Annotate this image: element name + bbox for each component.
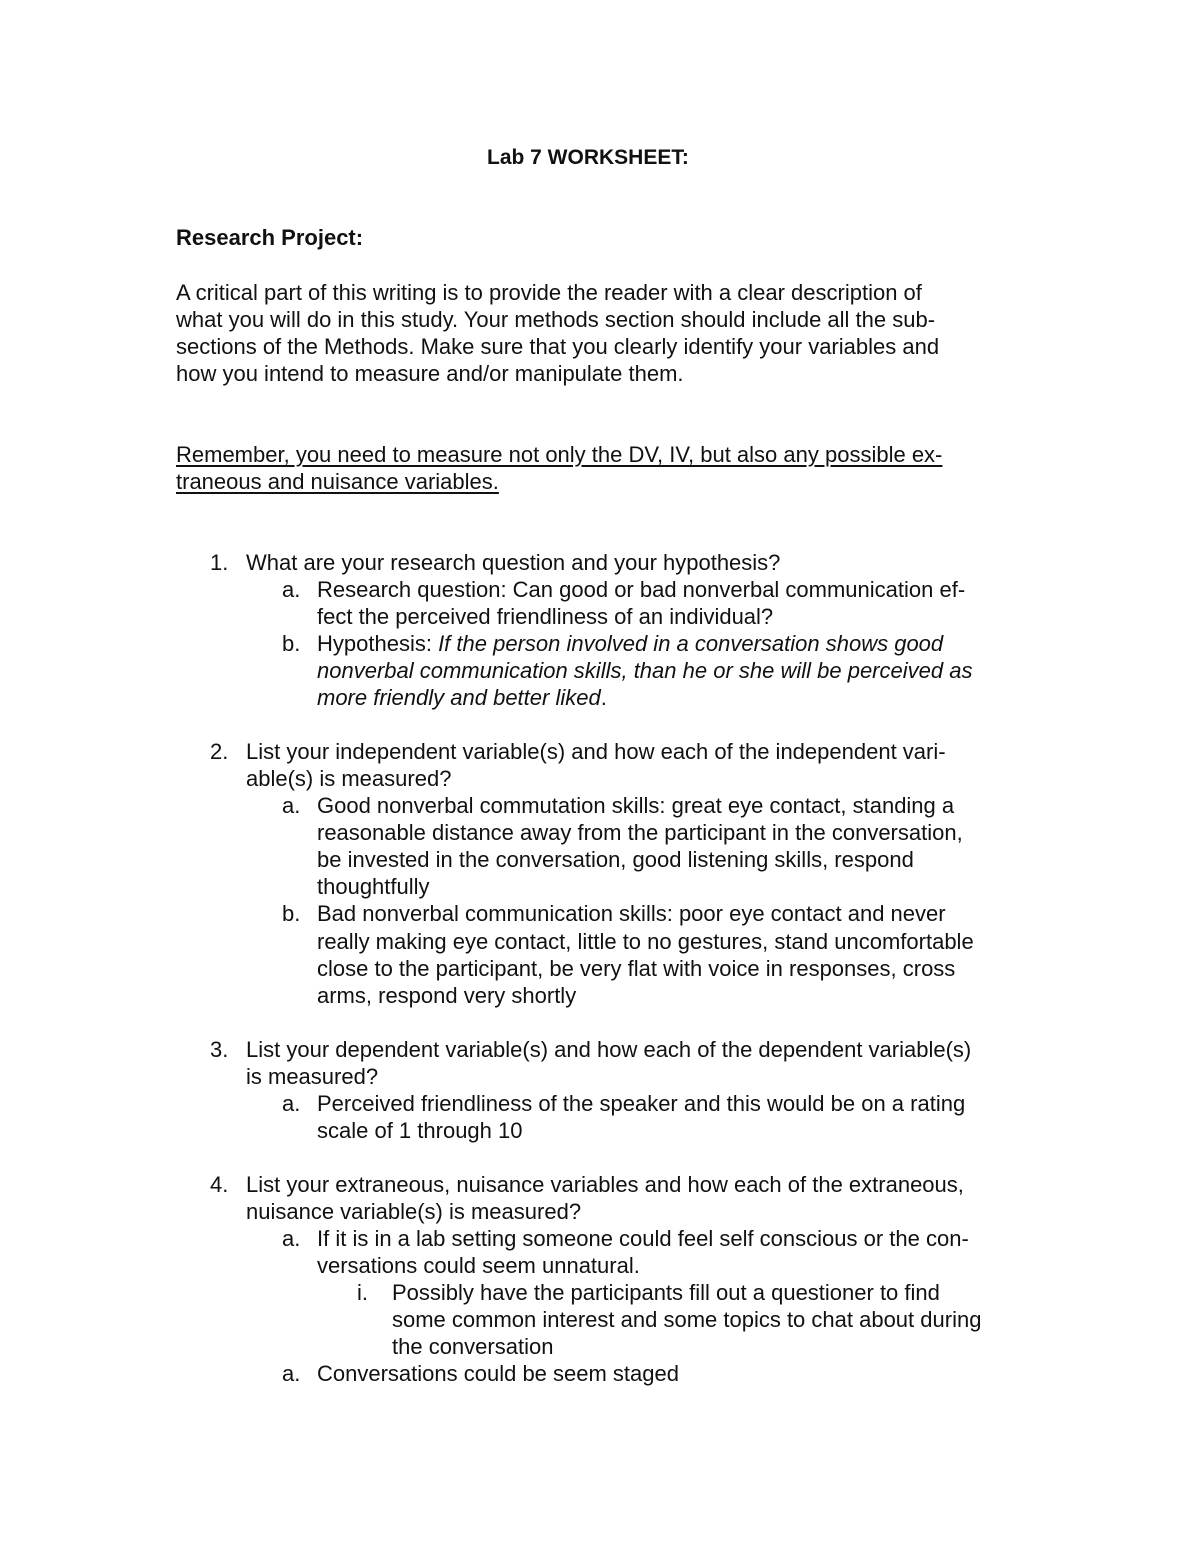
hypothesis-line (317, 684, 607, 711)
list-item-text: List your extraneous, nuisance variables and how each of the extraneous, (246, 1172, 964, 1197)
sub-item-text: arms, respond very shortly (317, 983, 577, 1008)
sub-item-text: scale of 1 through 10 (317, 1118, 523, 1143)
hypothesis-text: more friendly and better liked (317, 685, 601, 710)
sub-marker: a. (282, 577, 301, 602)
sub-item-text: versations could seem unnatural. (317, 1253, 640, 1278)
sub-item-text: Bad nonverbal communication skills: poor eye contact and never (317, 901, 946, 926)
sub-item-text: be invested in the conversation, good listening skills, respond (317, 847, 914, 872)
sub-item-text: thoughtfully (317, 874, 430, 899)
sub-marker: a. (282, 1091, 301, 1116)
sub-item-text: Good nonverbal commutation skills: great eye contact, standing a (317, 793, 955, 818)
sub-sub-item-text: some common interest and some topics to chat about during (392, 1307, 982, 1332)
sub-item-text: really making eye contact, little to no gestures, stand uncomfortable (317, 929, 974, 954)
sub-marker: a. (282, 793, 301, 818)
intro-line: how you intend to measure and/or manipulate them. (176, 361, 684, 386)
sub-sub-marker: i. (357, 1280, 368, 1305)
sub-item-text: Perceived friendliness of the speaker and this would be on a rating (317, 1091, 966, 1116)
sub-sub-item-text: the conversation (392, 1334, 554, 1359)
list-item-text: is measured? (246, 1064, 379, 1089)
sub-marker: b. (282, 631, 301, 656)
sub-marker: a. (282, 1361, 301, 1386)
sub-item-text: close to the participant, be very flat with voice in responses, cross (317, 956, 956, 981)
sub-item-text: Conversations could be seem staged (317, 1361, 679, 1386)
hypothesis-text: nonverbal communication skills, than he or she will be perceived as (317, 658, 973, 683)
sub-item-text: Research question: Can good or bad nonverbal communication ef- (317, 577, 966, 602)
sub-item-text: reasonable distance away from the participant in the conversation, (317, 820, 963, 845)
list-item-text: List your dependent variable(s) and how each of the dependent variable(s) (246, 1037, 972, 1062)
list-item-text: nuisance variable(s) is measured? (246, 1199, 582, 1224)
page-title: Lab 7 WORKSHEET: (487, 146, 689, 169)
section-heading: Research Project: (176, 225, 364, 250)
list-item-text: able(s) is measured? (246, 766, 452, 791)
reminder-line: traneous and nuisance variables. (176, 469, 499, 494)
sub-item-text: If it is in a lab setting someone could feel self conscious or the con- (317, 1226, 969, 1251)
hypothesis-label: Hypothesis: (317, 631, 439, 656)
intro-line: what you will do in this study. Your methods section should include all the sub- (176, 307, 936, 332)
list-number: 4. (210, 1172, 229, 1197)
list-item-text: What are your research question and your hypothesis? (246, 550, 781, 575)
intro-line: sections of the Methods. Make sure that you clearly identify your variables and (176, 334, 940, 359)
sub-marker: b. (282, 901, 301, 926)
list-number: 2. (210, 739, 229, 764)
hypothesis-period: . (600, 685, 607, 710)
list-number: 1. (210, 550, 229, 575)
sub-marker: a. (282, 1226, 301, 1251)
hypothesis-text: If the person involved in a conversation shows good (438, 631, 944, 656)
list-item-text: List your independent variable(s) and how each of the independent vari- (246, 739, 946, 764)
sub-sub-item-text: Possibly have the participants fill out a questioner to find (392, 1280, 940, 1305)
list-number: 3. (210, 1037, 229, 1062)
intro-line: A critical part of this writing is to provide the reader with a clear description of (176, 280, 922, 305)
sub-item-text: fect the perceived friendliness of an individual? (317, 604, 774, 629)
hypothesis-line (317, 630, 943, 657)
reminder-line: Remember, you need to measure not only the DV, IV, but also any possible ex- (176, 442, 943, 467)
